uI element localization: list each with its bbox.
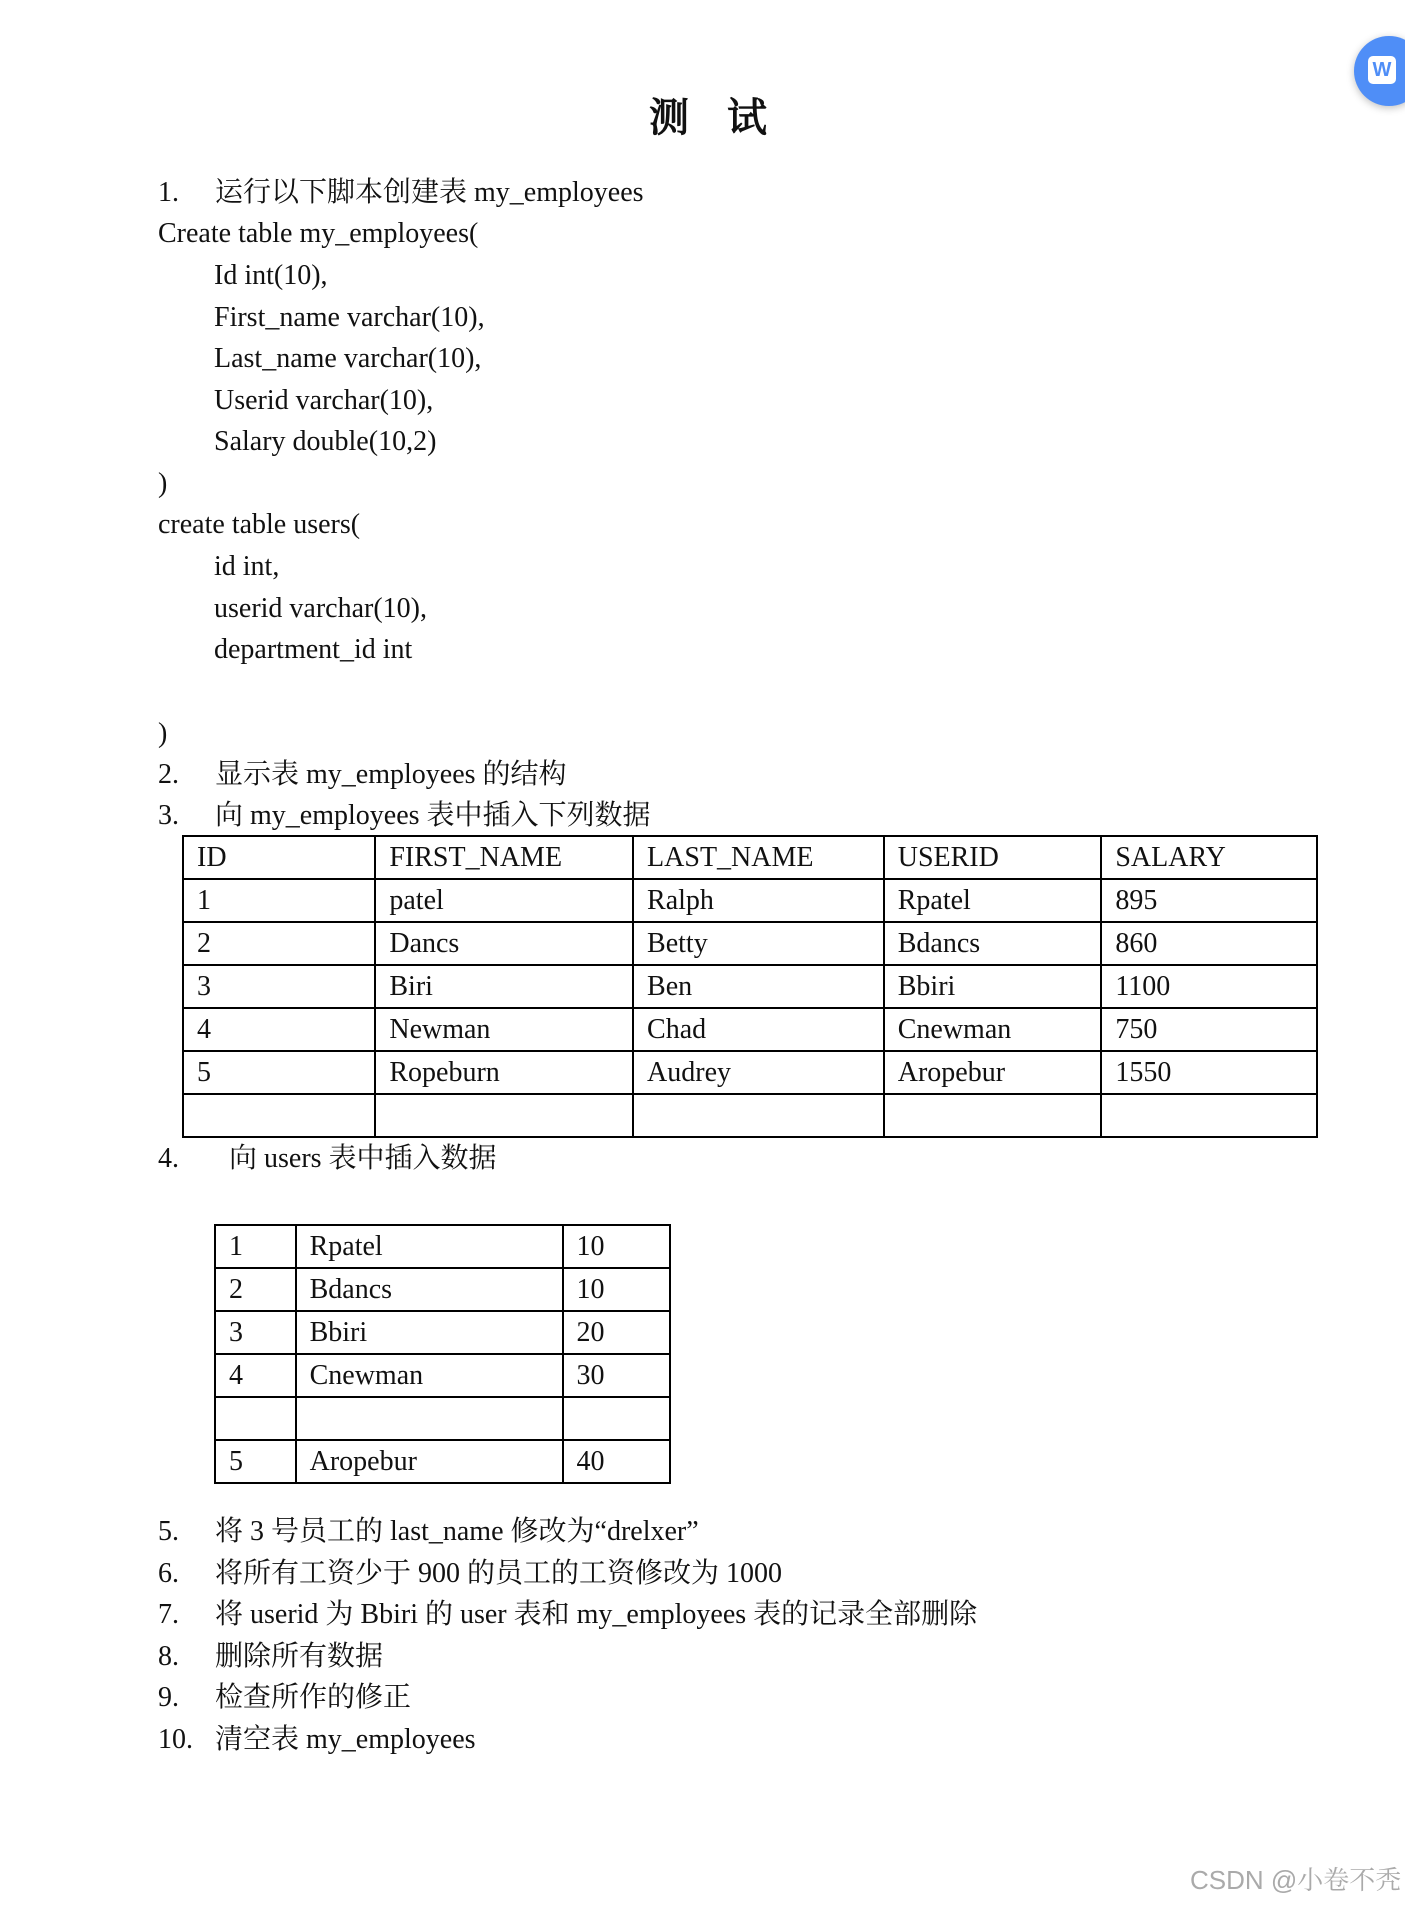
table-cell: Rpatel bbox=[884, 879, 1102, 922]
table-cell: 3 bbox=[183, 965, 375, 1008]
table-cell: Cnewman bbox=[296, 1354, 563, 1397]
item-text-10: 清空表 my_employees bbox=[215, 1724, 476, 1755]
item-text-2: 显示表 my_employees 的结构 bbox=[215, 759, 567, 790]
script-line-salary: Salary double(10,2) bbox=[214, 426, 437, 457]
item-text-9: 检查所作的修正 bbox=[215, 1682, 412, 1713]
table-row bbox=[215, 1225, 670, 1268]
table-row bbox=[183, 1051, 1317, 1094]
convert-to-word-button[interactable] bbox=[1354, 36, 1405, 106]
table-cell: 5 bbox=[215, 1440, 296, 1483]
item-text-7: 将 userid 为 Bbiri 的 user 表和 my_employees 表的记录全部删除 bbox=[215, 1599, 978, 1630]
table-row bbox=[183, 965, 1317, 1008]
script-line-department-id: department_id int bbox=[214, 634, 413, 665]
table-cell bbox=[296, 1397, 563, 1440]
table-cell: 4 bbox=[183, 1008, 375, 1051]
table-row bbox=[183, 922, 1317, 965]
table-cell: Chad bbox=[633, 1008, 884, 1051]
table-cell: 1100 bbox=[1101, 965, 1317, 1008]
table-cell bbox=[1101, 1094, 1317, 1137]
table-cell: Cnewman bbox=[884, 1008, 1102, 1051]
item-number-1: 1. bbox=[158, 177, 179, 208]
table-cell: Biri bbox=[375, 965, 633, 1008]
item-text-4: 向 users 表中插入数据 bbox=[229, 1143, 497, 1174]
item-number-10: 10. bbox=[158, 1724, 193, 1755]
table-cell: 2 bbox=[215, 1268, 296, 1311]
table-row bbox=[215, 1354, 670, 1397]
watermark: CSDN @小卷不秃 bbox=[1190, 1865, 1402, 1895]
script-line-close-paren-2: ) bbox=[158, 718, 168, 749]
table-cell: 2 bbox=[183, 922, 375, 965]
table-cell: 750 bbox=[1101, 1008, 1317, 1051]
table-cell: 860 bbox=[1101, 922, 1317, 965]
table-header-row bbox=[183, 836, 1317, 879]
table-row bbox=[215, 1268, 670, 1311]
table-cell: 30 bbox=[563, 1354, 671, 1397]
item-number-3: 3. bbox=[158, 800, 179, 831]
table-row-empty bbox=[215, 1397, 670, 1440]
table-cell: Dancs bbox=[375, 922, 633, 965]
table-cell: Bbiri bbox=[296, 1311, 563, 1354]
table-cell bbox=[633, 1094, 884, 1137]
table-cell: 1 bbox=[183, 879, 375, 922]
table-cell: 10 bbox=[563, 1268, 671, 1311]
table-row bbox=[183, 879, 1317, 922]
users-table bbox=[214, 1224, 671, 1484]
table-cell bbox=[563, 1397, 671, 1440]
table-cell: patel bbox=[375, 879, 633, 922]
item-text-8: 删除所有数据 bbox=[215, 1641, 384, 1672]
item-text-5: 将 3 号员工的 last_name 修改为“drelxer” bbox=[215, 1516, 699, 1547]
word-doc-icon: W bbox=[1368, 56, 1396, 84]
table-cell: Betty bbox=[633, 922, 884, 965]
script-line-id: Id int(10), bbox=[214, 260, 328, 291]
table-cell: Aropebur bbox=[296, 1440, 563, 1483]
item-number-6: 6. bbox=[158, 1558, 179, 1589]
table-cell: 1550 bbox=[1101, 1051, 1317, 1094]
script-line-create-users: create table users( bbox=[158, 509, 361, 540]
table-row bbox=[215, 1311, 670, 1354]
item-number-5: 5. bbox=[158, 1516, 179, 1547]
table-cell bbox=[215, 1397, 296, 1440]
table-cell: Bbiri bbox=[884, 965, 1102, 1008]
table-cell: Audrey bbox=[633, 1051, 884, 1094]
table-row bbox=[183, 1008, 1317, 1051]
script-line-create-employees: Create table my_employees( bbox=[158, 218, 479, 249]
item-number-4: 4. bbox=[158, 1143, 179, 1174]
table-row bbox=[215, 1440, 670, 1483]
header-cell: SALARY bbox=[1101, 836, 1317, 879]
table-cell bbox=[375, 1094, 633, 1137]
table-cell: Newman bbox=[375, 1008, 633, 1051]
table-cell: Aropebur bbox=[884, 1051, 1102, 1094]
item-number-8: 8. bbox=[158, 1641, 179, 1672]
script-line-last-name: Last_name varchar(10), bbox=[214, 343, 482, 374]
script-line-userid: Userid varchar(10), bbox=[214, 385, 434, 416]
script-line-users-userid: userid varchar(10), bbox=[214, 593, 428, 624]
table-cell: Ropeburn bbox=[375, 1051, 633, 1094]
table-cell bbox=[884, 1094, 1102, 1137]
table-cell: 1 bbox=[215, 1225, 296, 1268]
table-cell bbox=[183, 1094, 375, 1137]
header-cell: LAST_NAME bbox=[633, 836, 884, 879]
table-row-empty bbox=[183, 1094, 1317, 1137]
table-cell: Rpatel bbox=[296, 1225, 563, 1268]
script-line-first-name: First_name varchar(10), bbox=[214, 302, 485, 333]
table-cell: 10 bbox=[563, 1225, 671, 1268]
header-cell: ID bbox=[183, 836, 375, 879]
table-cell: 40 bbox=[563, 1440, 671, 1483]
header-cell: USERID bbox=[884, 836, 1102, 879]
table-cell: 3 bbox=[215, 1311, 296, 1354]
table-cell: Ralph bbox=[633, 879, 884, 922]
table-cell: 20 bbox=[563, 1311, 671, 1354]
page-title: 测 试 bbox=[649, 95, 781, 140]
item-text-1: 运行以下脚本创建表 my_employees bbox=[215, 177, 644, 208]
script-line-users-id: id int, bbox=[214, 551, 280, 582]
table-cell: Ben bbox=[633, 965, 884, 1008]
table-cell: Bdancs bbox=[296, 1268, 563, 1311]
item-number-2: 2. bbox=[158, 759, 179, 790]
item-text-3: 向 my_employees 表中插入下列数据 bbox=[215, 800, 651, 831]
table-cell: 5 bbox=[183, 1051, 375, 1094]
table-cell: 895 bbox=[1101, 879, 1317, 922]
item-number-7: 7. bbox=[158, 1599, 179, 1630]
header-cell: FIRST_NAME bbox=[375, 836, 633, 879]
table-cell: 4 bbox=[215, 1354, 296, 1397]
table-cell: Bdancs bbox=[884, 922, 1102, 965]
item-text-6: 将所有工资少于 900 的员工的工资修改为 1000 bbox=[215, 1558, 783, 1589]
script-line-close-paren: ) bbox=[158, 468, 168, 499]
employees-table bbox=[182, 835, 1318, 1138]
item-number-9: 9. bbox=[158, 1682, 179, 1713]
